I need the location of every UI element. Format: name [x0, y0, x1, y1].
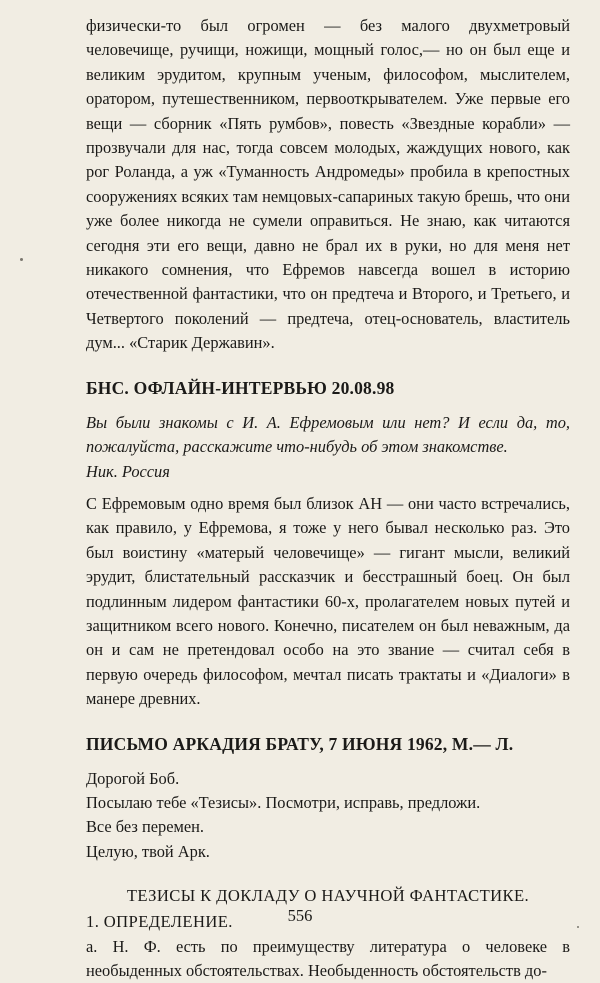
- page-number: 556: [287, 906, 313, 925]
- letter-heading: ПИСЬМО АРКАДИЯ БРАТУ, 7 ИЮНЯ 1962, М.— Л.: [86, 733, 514, 754]
- interview-answer: С Ефремовым одно время был близок АН — они часто встречались, как правило, у Ефремова, я тоже у него бывал несколько раз. Это был воистину «матерый человечище» — гигант мысли, великий эрудит, блистательный рассказчик и бесстрашный боец. Он был подлинным лидером фантастики 60-х, пролагателем новых путей и защитником всего нового. Конечно, писателем он был неважным, да он и сам не претендовал особо на это звание — считал себя в первую очередь философом, мечтал писать трактаты и «Диалоги» в манере древних.: [86, 493, 570, 709]
- theses-section-heading: 1. ОПРЕДЕЛЕНИЕ.: [86, 912, 233, 932]
- print-speck: [20, 258, 23, 261]
- letter-line: Дорогой Боб.: [86, 768, 180, 788]
- letter-line: Все без перемен.: [86, 817, 204, 837]
- print-speck: [577, 926, 579, 928]
- question-signature: Ник. Россия: [86, 461, 170, 481]
- letter-line: Целую, твой Арк.: [86, 841, 210, 861]
- theses-text: а. Н. Ф. есть по преимуществу литература о человеке в необыденных обстоятельствах. Необыденность обстоятельств до-: [86, 936, 570, 980]
- body-paragraph: физически-то был огромен — без малого двухметровый человечище, ручищи, ножищи, мощный голос,— но он был еще и великим эрудитом, крупным ученым, философом, мыслителем, оратором, путешественником, первооткрывателем. Уже первые его вещи — сборник «Пять румбов», повесть «Звездные корабли» — прозвучали для нас, тогда совсем молодых, жаждущих нового, как рог Роланда, а уж «Туманность Андромеды» пробила в крепостных сооружениях всяких там немцовых-сапариных такую брешь, что они уже более никогда не сумели оправиться. Не знаю, как читаются сегодня эти его вещи, давно не брал их в руки, но для меня нет никакого сомнения, что Ефремов навсегда вошел в историю отечественной фантастики, что он предтеча и Второго, и Третьего, и Четвертого поколений — предтеча, отец-основатель, властитель дум... «Старик Державин».: [86, 16, 570, 353]
- interview-question: Вы были знакомы с И. А. Ефремовым или нет? И если да, то, пожалуйста, расскажите что-нибудь об этом знакомстве.: [86, 412, 570, 457]
- interview-heading: БНС. ОФЛАЙН-ИНТЕРВЬЮ 20.08.98: [86, 377, 395, 398]
- theses-title: ТЕЗИСЫ К ДОКЛАДУ О НАУЧНОЙ ФАНТАСТИКЕ.: [126, 886, 530, 906]
- letter-line: Посылаю тебе «Тезисы». Посмотри, исправь, предложи.: [86, 792, 481, 812]
